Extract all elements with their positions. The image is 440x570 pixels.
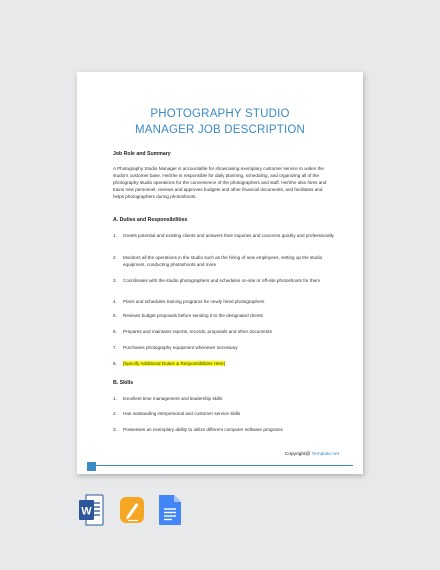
copyright-brand: Template.net bbox=[311, 452, 339, 457]
duty-item bbox=[113, 312, 337, 319]
skill-text: Possesses an exemplary ability to utilize different computer software programs bbox=[123, 427, 283, 432]
document-title bbox=[77, 106, 363, 138]
skill-number: 3. bbox=[113, 427, 117, 432]
skill-number: 2. bbox=[113, 411, 117, 416]
word-icon[interactable] bbox=[78, 494, 104, 526]
duty-item bbox=[113, 344, 337, 351]
skills-heading: B. Skills bbox=[113, 380, 134, 386]
duty-number: 5. bbox=[113, 313, 117, 318]
duty-text: Reviews budget proposals before sending it to the designated clients bbox=[123, 313, 263, 318]
role-summary: A Photography Studio Manager is accountable for showcasing exemplary customer service to widen the studio's customer base. He/She is responsible for daily planning, scheduling, and organizing all of the photography studio operations for the convenience of the photographers and staff. He/She also hires and trains new personnel, reviews and approves budgets and other financial documents, and facilitates and helps photographers during photoshoots. bbox=[113, 166, 327, 199]
duty-text: Monitors all the operations in the studio such as the hiring of new employees, setting up the studio equipment, conducting photoshoots and more bbox=[123, 255, 323, 267]
document-page bbox=[77, 72, 363, 474]
duty-number: 7. bbox=[113, 345, 117, 350]
duty-number: 4. bbox=[113, 299, 117, 304]
word-icon-letter: W bbox=[81, 505, 92, 518]
title-line-1: PHOTOGRAPHY STUDIO bbox=[150, 108, 290, 120]
duty-number: 6. bbox=[113, 329, 117, 334]
duty-item bbox=[113, 277, 337, 284]
duty-number: 1. bbox=[113, 233, 117, 238]
footer-divider bbox=[87, 465, 353, 466]
skill-item bbox=[113, 410, 337, 417]
duties-heading: A. Duties and Responsibilities bbox=[113, 217, 188, 223]
copyright-prefix: Copyright@ bbox=[284, 452, 311, 457]
duty-text: Prepares and maintains reports, records, proposals and other documents bbox=[123, 329, 272, 334]
duty-number: 8. bbox=[113, 361, 117, 366]
duty-item bbox=[113, 254, 337, 268]
title-line-2: MANAGER JOB DESCRIPTION bbox=[134, 124, 306, 136]
skill-number: 1. bbox=[113, 396, 117, 401]
duty-text: Plans and schedules training programs for newly hired photographers bbox=[123, 299, 265, 304]
duty-item bbox=[113, 232, 337, 239]
role-heading: Job Role and Summary bbox=[113, 151, 171, 157]
duty-text: Greets potential and existing clients and answers their inquiries and concerns quickly and professionally bbox=[123, 233, 334, 238]
duty-number: 2. bbox=[113, 255, 117, 260]
skill-text: Excellent time management and leadership skills bbox=[123, 396, 223, 401]
copyright-footer bbox=[285, 452, 339, 457]
duty-item bbox=[113, 298, 337, 305]
duty-item-placeholder bbox=[113, 360, 337, 367]
google-docs-icon[interactable] bbox=[157, 494, 183, 526]
duty-text: Coordinates with the studio photographers and schedules on-site or off-site photoshoots for them bbox=[123, 278, 321, 283]
skill-item bbox=[113, 395, 337, 402]
footer-accent-square bbox=[87, 462, 96, 471]
skill-text: Has outstanding interpersonal and customer service skills bbox=[123, 411, 241, 416]
duty-item bbox=[113, 328, 337, 335]
pages-icon[interactable] bbox=[119, 494, 145, 526]
skill-item bbox=[113, 426, 337, 433]
duty-text: Purchases photography equipment whenever necessary bbox=[123, 345, 238, 350]
duty-number: 3. bbox=[113, 278, 117, 283]
placeholder-highlight: [Specify Additional Duties & Responsibilities Here] bbox=[123, 361, 225, 366]
